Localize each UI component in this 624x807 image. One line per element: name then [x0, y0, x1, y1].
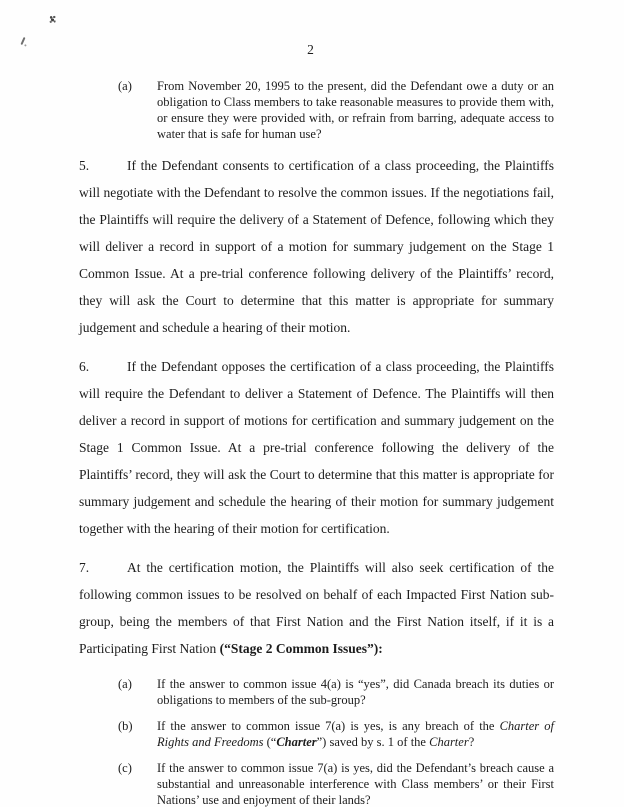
- scan-artifact-speck: [49, 15, 56, 23]
- list-item-text: If the answer to common issue 4(a) is “yes”, did Canada breach its duties or obligations to members of the sub-group?: [157, 677, 554, 707]
- paragraph-5: [79, 152, 554, 341]
- page-number: 2: [307, 42, 314, 57]
- paragraph-text: If the Defendant opposes the certification of a class proceeding, the Plaintiffs will require the Defendant to deliver a Statement of Defence. The Plaintiffs will then deliver a record in support of motions for certification and summary judgement on the Stage 1 Common Issue. At a pre-trial conference following the delivery of the Plaintiffs’ record, they will ask the Court to determine that this matter is appropriate for summary judgement and schedule the hearing of their motion for summary judgement together with the hearing of their motion for certification.: [79, 359, 554, 536]
- list-item-text: If the answer to common issue 7(a) is yes, is any breach of the Charter of Rights and Freedoms (“Charter”) saved by s. 1 of the Charter?: [157, 719, 554, 749]
- list-item-intro-a: [118, 78, 554, 142]
- paragraph-number: 6.: [79, 359, 90, 374]
- scan-artifact-tick: [20, 37, 25, 45]
- paragraph-text: At the certification motion, the Plaintiffs will also seek certification of the following common issues to be resolved on behalf of each Impacted First Nation sub-group, being the members of that First Nation and the First Nation itself, if it is a Participating First Nation (“Stage 2 Common Issues”):: [79, 560, 554, 656]
- stage2-common-issues-list: [79, 676, 554, 807]
- list-item-b: [118, 718, 554, 750]
- list-item-c: [118, 760, 554, 807]
- paragraph-text: If the Defendant consents to certification of a class proceeding, the Plaintiffs will negotiate with the Defendant to resolve the common issues. If the negotiations fail, the Plaintiffs will require the delivery of a Statement of Defence, following which they will deliver a record in support of a motion for summary judgement on the Stage 1 Common Issue. At a pre-trial conference following delivery of the Plaintiffs’ record, they will ask the Court to determine that this matter is appropriate for summary judgement and schedule a hearing of their motion.: [79, 158, 554, 335]
- list-item-text: If the answer to common issue 7(a) is yes, did the Defendant’s breach cause a substantial and unreasonable interference with Class members’ or their First Nations’ use and enjoyment of their lands?: [157, 761, 554, 807]
- paragraph-number: 5.: [79, 158, 90, 173]
- paragraph-number: 7.: [79, 560, 90, 575]
- list-item-label: (b): [118, 719, 133, 733]
- paragraph-6: [79, 353, 554, 542]
- list-item-label: (c): [118, 761, 132, 775]
- list-item-label: (a): [118, 79, 132, 93]
- paragraph-7: [79, 554, 554, 662]
- list-item-text: From November 20, 1995 to the present, did the Defendant owe a duty or an obligation to Class members to take reasonable measures to provide them with, or ensure they were provided with, or refrain from barring, adequate access to water that is safe for human use?: [157, 79, 554, 141]
- list-item-label: (a): [118, 677, 132, 691]
- list-item-a: [118, 676, 554, 708]
